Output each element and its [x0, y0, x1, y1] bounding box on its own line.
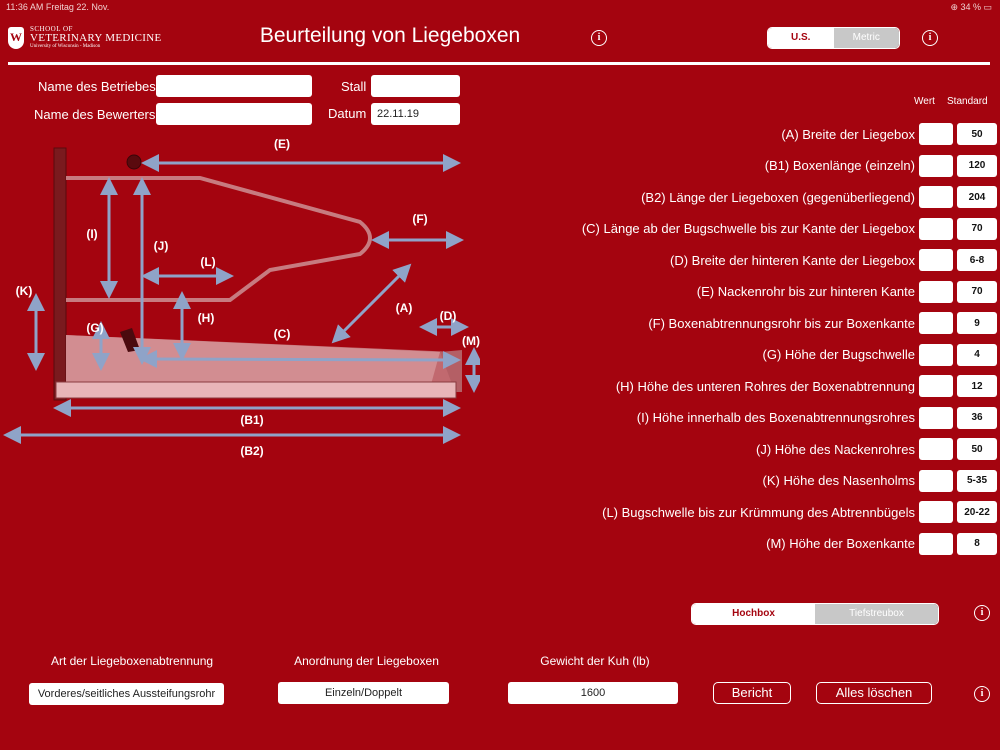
stall-diagram: [0, 130, 480, 465]
weight-field[interactable]: 1600: [508, 682, 678, 704]
label-e: (E): [274, 137, 290, 151]
measurement-standard: 70: [957, 218, 997, 240]
measurement-standard: 12: [957, 375, 997, 397]
measurement-value-field[interactable]: [919, 249, 953, 271]
measurement-value-field[interactable]: [919, 186, 953, 208]
measurement-row: [766, 533, 997, 555]
measurement-row: [763, 344, 997, 366]
measurement-label: (G) Höhe der Bugschwelle: [762, 347, 915, 362]
measurement-standard: 6-8: [957, 249, 997, 271]
measurement-value-field[interactable]: [919, 312, 953, 334]
partition-label: Art der Liegeboxenabtrennung: [50, 654, 214, 668]
status-battery: ⊕ 34 % ▭: [950, 2, 992, 12]
label-d: (D): [439, 309, 457, 323]
measurement-standard: 8: [957, 533, 997, 555]
label-c: (C): [273, 327, 291, 341]
measurement-standard: 4: [957, 344, 997, 366]
measurement-value-field[interactable]: [919, 501, 953, 523]
standard-header: Standard: [947, 96, 988, 107]
measurement-row: [765, 155, 997, 177]
measurement-value-field[interactable]: [919, 281, 953, 303]
unit-us-option[interactable]: U.S.: [768, 28, 834, 48]
measurement-label: (J) Höhe des Nackenrohres: [756, 441, 915, 457]
measurement-standard: 204: [957, 186, 997, 208]
report-button[interactable]: Bericht: [713, 682, 791, 704]
measurement-value-field[interactable]: [919, 155, 953, 177]
neck-rail: [127, 155, 141, 169]
measurement-row: [648, 312, 997, 334]
measurement-value-field[interactable]: [919, 407, 953, 429]
weight-label: Gewicht der Kuh (lb): [540, 654, 650, 668]
measurement-row: [697, 281, 997, 303]
farm-name-field[interactable]: [156, 75, 312, 97]
header-divider: [8, 62, 990, 65]
label-b2: (B2): [240, 444, 264, 458]
stall-type-toggle[interactable]: [691, 603, 939, 625]
measurement-value-field[interactable]: [919, 344, 953, 366]
barn-field[interactable]: [371, 75, 460, 97]
measurement-row: [756, 438, 997, 460]
measurement-standard: 120: [957, 155, 997, 177]
label-k: (K): [15, 284, 33, 298]
measurement-label: (F) Boxenabtrennungsrohr bis zur Boxenkante: [648, 315, 915, 331]
measurement-value-field[interactable]: [919, 470, 953, 492]
label-h: (H): [197, 311, 215, 325]
measurement-label: (E) Nackenrohr bis zur hinteren Kante: [696, 284, 915, 299]
measurement-label: (H) Höhe des unteren Rohres der Boxenabtrennung: [615, 378, 915, 394]
measurement-label: (A) Breite der Liegebox: [781, 126, 915, 142]
measurement-standard: 20-22: [957, 501, 997, 523]
status-time-date: 11:36 AM Freitag 22. Nov.: [6, 2, 110, 12]
measurement-label: (M) Höhe der Boxenkante: [766, 536, 915, 551]
measurement-row: [781, 123, 997, 145]
measurement-standard: 50: [957, 438, 997, 460]
logo-line-2: VETERINARY MEDICINE: [30, 32, 162, 44]
date-label: Datum: [328, 106, 367, 121]
measurement-label: (D) Breite der hinteren Kante der Liegebox: [670, 252, 915, 268]
measurement-row: [616, 375, 997, 397]
arrow-c: [148, 359, 452, 360]
measurement-row: [670, 249, 997, 271]
label-g: (G): [86, 321, 104, 335]
date-field[interactable]: 22.11.19: [371, 103, 460, 125]
partition-loop: [66, 178, 370, 300]
measurement-row: [582, 218, 997, 240]
partition-select[interactable]: Vorderes/seitliches Aussteifungsrohr: [29, 683, 224, 705]
measurement-row: [763, 470, 997, 492]
stall-curb: [56, 382, 456, 398]
label-i: (I): [86, 227, 98, 241]
arrangement-label: Anordnung der Liegeboxen: [294, 654, 439, 668]
measurement-value-field[interactable]: [919, 438, 953, 460]
evaluator-field[interactable]: [156, 103, 312, 125]
label-j: (J): [153, 239, 169, 253]
info-icon[interactable]: i: [591, 30, 607, 46]
measurement-value-field[interactable]: [919, 218, 953, 240]
measurement-value-field[interactable]: [919, 123, 953, 145]
info-icon[interactable]: i: [974, 686, 990, 702]
measurement-standard: 36: [957, 407, 997, 429]
measurement-value-field[interactable]: [919, 375, 953, 397]
info-icon[interactable]: i: [974, 605, 990, 621]
label-f: (F): [412, 212, 428, 226]
info-icon[interactable]: i: [922, 30, 938, 46]
logo-line-3: University of Wisconsin - Madison: [30, 44, 101, 49]
label-a: (A): [395, 301, 413, 315]
crest-icon: W: [8, 27, 24, 49]
barn-label: Stall: [341, 79, 367, 94]
measurement-row: [602, 501, 997, 523]
measurement-value-field[interactable]: [919, 533, 953, 555]
unit-metric-option[interactable]: Metric: [834, 28, 900, 48]
evaluator-label: Name des Bewerters: [34, 107, 156, 122]
tiefstreubox-option[interactable]: Tiefstreubox: [815, 604, 938, 624]
page-title: Beurteilung von Liegeboxen: [259, 24, 521, 47]
measurement-standard: 50: [957, 123, 997, 145]
measurement-label: (K) Höhe des Nasenholms: [762, 473, 915, 488]
measurement-standard: 5-35: [957, 470, 997, 492]
stall-post: [54, 148, 66, 400]
label-l: (L): [200, 255, 216, 269]
logo-line-1: SCHOOL OF: [30, 25, 73, 33]
measurement-standard: 70: [957, 281, 997, 303]
label-b1: (B1): [240, 413, 264, 427]
farm-name-label: Name des Betriebes: [38, 79, 156, 94]
hochbox-option[interactable]: Hochbox: [692, 604, 815, 624]
label-m: (M): [462, 334, 480, 348]
status-bar: [0, 0, 1000, 14]
measurement-row: [641, 186, 997, 208]
measurement-label: (C) Länge ab der Bugschwelle bis zur Kante der Liegebox: [581, 221, 915, 236]
value-header: Wert: [914, 96, 935, 107]
clear-all-button[interactable]: Alles löschen: [816, 682, 932, 704]
measurement-label: (B2) Länge der Liegeboxen (gegenüberliegend): [641, 189, 915, 205]
unit-toggle[interactable]: [767, 27, 900, 49]
measurement-label: (L) Bugschwelle bis zur Krümmung des Abtrennbügels: [602, 504, 915, 520]
school-logo: [8, 26, 161, 49]
measurement-standard: 9: [957, 312, 997, 334]
measurement-label: (B1) Boxenlänge (einzeln): [764, 158, 915, 173]
arrangement-select[interactable]: Einzeln/Doppelt: [278, 682, 449, 704]
measurement-label: (I) Höhe innerhalb des Boxenabtrennungsrohres: [636, 410, 915, 425]
measurement-row: [637, 407, 997, 429]
